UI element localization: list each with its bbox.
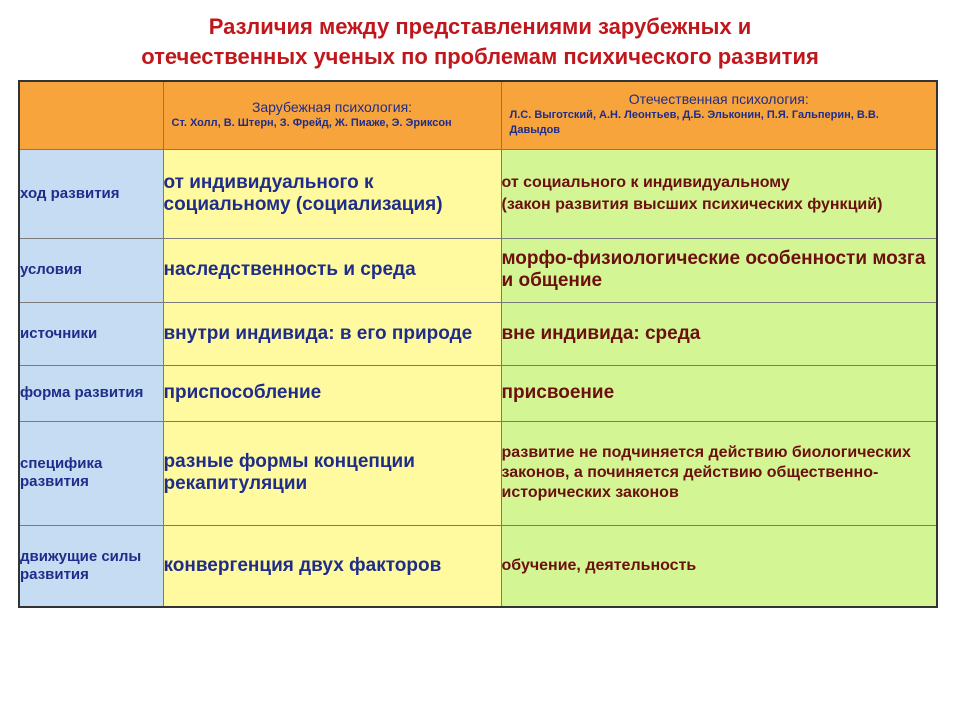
table-row — [19, 525, 937, 607]
row-label: ход развития — [19, 149, 163, 238]
row-label: движущие силы развития — [19, 525, 163, 607]
table-row — [19, 365, 937, 421]
header-domestic-title: Отечественная психология: — [628, 91, 809, 108]
header-foreign-cell — [163, 81, 501, 149]
table-row — [19, 421, 937, 525]
domestic-cell — [501, 149, 937, 238]
header-domestic-names: Л.С. Выготский, А.Н. Леонтьев, Д.Б. Эльконин, П.Я. Гальперин, В.В. Давыдов — [509, 109, 879, 137]
foreign-cell: внутри индивида: в его природе — [163, 302, 501, 365]
table-row — [19, 302, 937, 365]
domestic-cell: развитие не подчиняется действию биологических законов, а починяется действию общественно-исторических законов — [501, 421, 937, 525]
domestic-cell: обучение, деятельность — [501, 525, 937, 607]
table-row — [19, 238, 937, 302]
header-corner-cell — [19, 81, 163, 149]
foreign-cell: разные формы концепции рекапитуляции — [163, 421, 501, 525]
domestic-cell: присвоение — [501, 365, 937, 421]
row-label: форма развития — [19, 365, 163, 421]
page-title — [0, 12, 960, 72]
header-domestic-cell — [501, 81, 937, 149]
header-foreign-names: Ст. Холл, В. Штерн, З. Фрейд, Ж. Пиаже, Э. Эриксон — [171, 116, 452, 129]
comparison-table — [18, 80, 938, 608]
foreign-cell: конвергенция двух факторов — [163, 525, 501, 607]
title-line-1: Различия между представлениями зарубежных и — [208, 14, 752, 39]
foreign-cell: наследственность и среда — [163, 238, 501, 302]
domestic-text: от социального к индивидуальному — [501, 173, 790, 191]
title-line-2: отечественных ученых по проблемам психического развития — [141, 44, 819, 69]
domestic-cell: вне индивида: среда — [501, 302, 937, 365]
header-foreign-title: Зарубежная психология: — [251, 98, 413, 115]
table-row — [19, 149, 937, 238]
table-header-row — [19, 81, 937, 149]
domestic-cell: морфо-физиологические особенности мозга и общение — [501, 238, 937, 302]
foreign-cell: от индивидуального к социальному (социализация) — [163, 149, 501, 238]
row-label: специфика развития — [19, 421, 163, 525]
row-label: условия — [19, 238, 163, 302]
domestic-subtext: (закон развития высших психических функций) — [501, 195, 883, 213]
foreign-cell: приспособление — [163, 365, 501, 421]
row-label: источники — [19, 302, 163, 365]
